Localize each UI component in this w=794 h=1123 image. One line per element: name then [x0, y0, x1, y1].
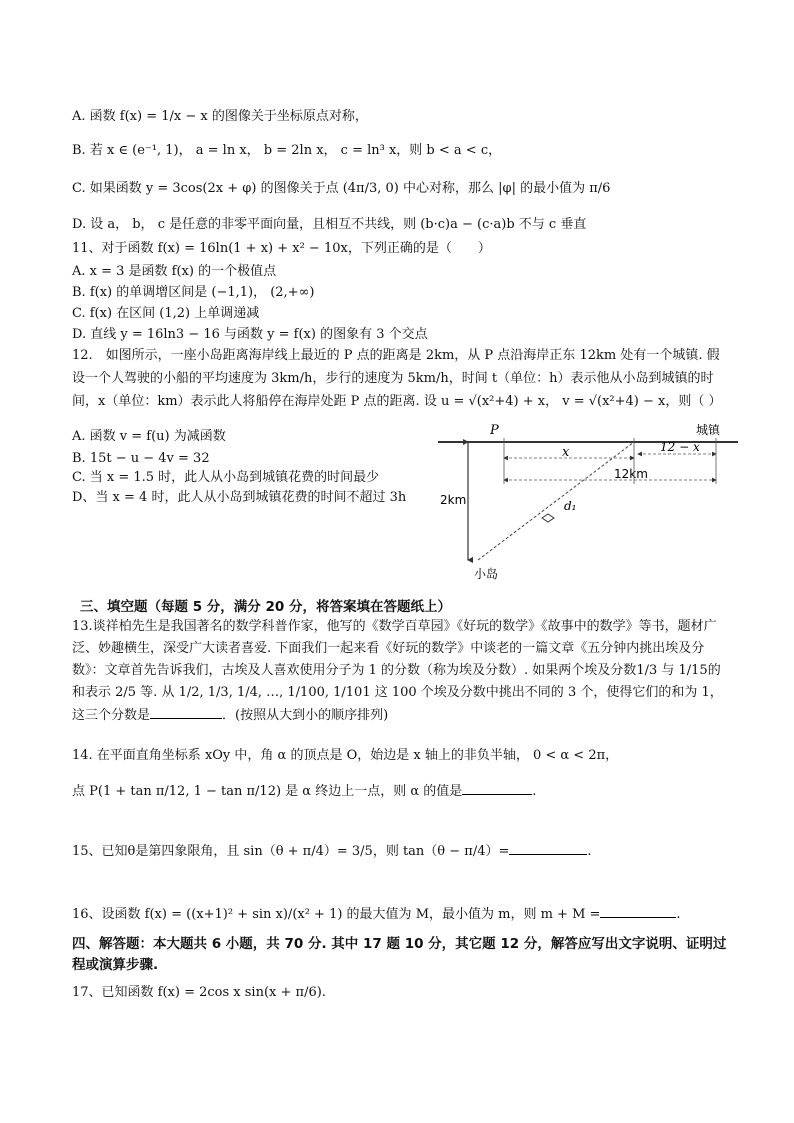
- q12-option-a: A. 函数 v = f(u) 为减函数: [72, 429, 226, 444]
- q10-option-a: A. 函数 f(x) = 1/x − x 的图像关于坐标原点对称，: [72, 109, 368, 124]
- remaining-label: 12 − x: [660, 440, 700, 454]
- q15-text: 15、已知θ是第四象限角，且 sin（θ + π/4）= 3/5，则 tan（θ − π/4）=: [72, 844, 510, 859]
- q11-stem: 11、对于函数 f(x) = 16ln(1 + x) + x² − 10x，下列正确的是（ ）: [72, 241, 491, 256]
- q12-diagram: [438, 420, 738, 580]
- point-p-label: P: [490, 423, 499, 438]
- q13-text-1: 13.谈祥柏先生是我国著名的数学科普作家，他写的《数学百草园》《好玩的数学》《故事中的数学》等书，题材广泛、妙趣横生，深受广大读者喜爱. 下面我们一起来看《好玩的数学》中谈老的一篇文章《五分钟内挑出埃及分数》：文章首先告诉我们，古埃及人喜欢使用分子为 1 的分数（称为埃及分数）. 如果两个埃及分数: [72, 619, 717, 678]
- q12-option-b: B. 15t − u − 4v = 32: [72, 451, 210, 466]
- island-label: 小岛: [474, 567, 499, 580]
- d1-label: d₁: [564, 499, 577, 513]
- q16-line: [72, 903, 681, 924]
- height-label: 2km: [440, 493, 467, 507]
- q12-option-c: C. 当 x = 1.5 时，此人从小岛到城镇花费的时间最少: [72, 470, 380, 485]
- q15-end: .: [587, 844, 592, 859]
- q12-option-d: D、当 x = 4 时，此人从小岛到城镇花费的时间不超过 3h: [72, 490, 407, 505]
- boat-icon: [542, 514, 554, 522]
- q10-option-b: B. 若 x ∈ (e⁻¹, 1)， a = ln x， b = 2ln x， c = ln³ x，则 b < a < c，: [72, 143, 502, 158]
- q16-answer-blank[interactable]: [600, 903, 676, 918]
- q17-line: 17、已知函数 f(x) = 2cos x sin(x + π/6).: [72, 985, 326, 1000]
- town-label: 城镇: [696, 423, 721, 437]
- section-4-heading: 四、解答题：本大题共 6 小题，共 70 分. 其中 17 题 10 分，其它题 12 分，解答应写出文字说明、证明过程或演算步骤.: [72, 936, 727, 973]
- q14-text: 点 P(1 + tan π/12, 1 − tan π/12) 是 α 终边上一点，则 α 的值是: [72, 784, 463, 799]
- q15-answer-blank[interactable]: [509, 840, 587, 855]
- q11-option-a: A. x = 3 是函数 f(x) 的一个极值点: [72, 264, 277, 279]
- section-3-heading: 三、填空题（每题 5 分，满分 20 分，将答案填在答题纸上）: [80, 599, 451, 615]
- q13-text-2: 的和表示 2/5 等. 从 1/2, 1/3, 1/4, …, 1/100, 1/101 这 100 个埃及分数中挑出不同的 3 个，使得它们的和为 1，这三个分数是: [72, 663, 723, 723]
- q11-option-b: B. f(x) 的单调增区间是 (−1,1)， (2,+∞): [72, 285, 315, 300]
- q10-option-c: C. 如果函数 y = 3cos(2x + φ) 的图像关于点 (4π/3, 0) 中心对称，那么 |φ| 的最小值为 π/6: [72, 181, 611, 196]
- q13-fraction-pair: 1/3 与 1/15: [636, 663, 708, 678]
- total-label: 12km: [614, 467, 648, 481]
- q14-line-2: [72, 780, 536, 801]
- q12-stem: 12. 如图所示，一座小岛距离海岸线上最近的 P 点的距离是 2km，从 P 点沿海岸正东 12km 处有一个城镇. 假设一个人驾驶的小船的平均速度为 3km/h，步行的速度为 5km/h，时间 t（单位：h）表示他从小岛到城镇的时间，x（单位：km）表示此人将船停在海岸处距 P 点的距离. 设 u = √(x²+4) + x， v = √(x²+4) − x，则（ ）: [72, 348, 722, 409]
- q16-text: 16、设函数 f(x) = ((x+1)² + sin x)/(x² + 1) 的最大值为 M，最小值为 m，则 m + M =: [72, 907, 601, 922]
- q14-answer-blank[interactable]: [462, 780, 532, 795]
- q14-end: .: [532, 784, 537, 799]
- q13-paragraph: [72, 616, 732, 727]
- q13-text-3: ．(按照从大到小的顺序排列): [222, 708, 389, 723]
- boat-path: [478, 442, 634, 560]
- x-label: x: [562, 445, 570, 460]
- q11-option-d: D. 直线 y = 16ln3 − 16 与函数 y = f(x) 的图象有 3 个交点: [72, 327, 428, 342]
- q13-answer-blank[interactable]: [150, 704, 222, 719]
- q11-option-c: C. f(x) 在区间 (1,2) 上单调递减: [72, 306, 260, 321]
- q16-end: .: [676, 907, 681, 922]
- q10-option-d: D. 设 a， b， c 是任意的非零平面向量，且相互不共线，则 (b·c)a − (c·a)b 不与 c 垂直: [72, 217, 587, 232]
- q14-line-1: 14. 在平面直角坐标系 xOy 中，角 α 的顶点是 O，始边是 x 轴上的非负半轴， 0 < α < 2π，: [72, 748, 619, 763]
- q15-line: [72, 840, 592, 861]
